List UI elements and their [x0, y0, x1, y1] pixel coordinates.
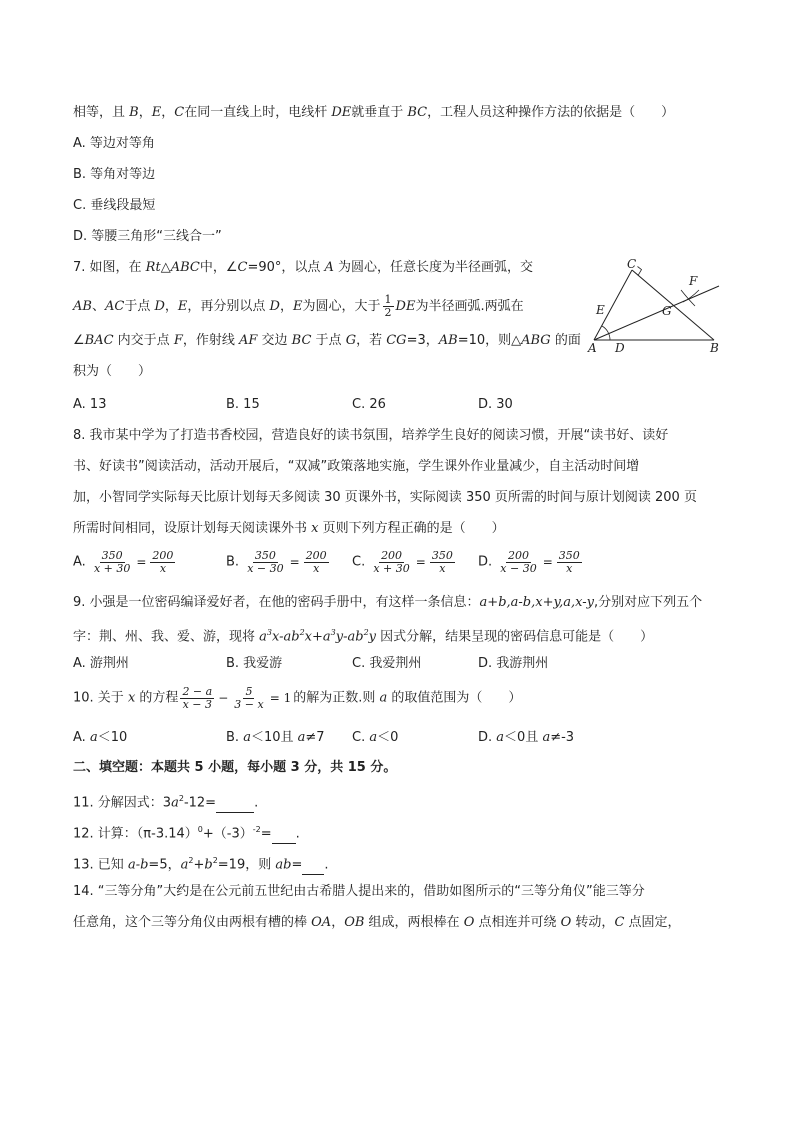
q7-stem-line2: AB、AC于点 D，E，再分别以点 D，E为圆心，大于 $\frac{1}{2}$ DE为半径画弧.两弧在 — [73, 293, 524, 319]
q10-option-a[interactable]: A. a＜10 — [73, 730, 128, 745]
q7-triangle-figure — [585, 258, 730, 354]
q6-option-a[interactable]: A. 等边对等角 — [73, 136, 155, 151]
q6-option-c[interactable]: C. 垂线段最短 — [73, 198, 156, 213]
ray-af — [594, 286, 719, 340]
q13-line: 13. 已知 a-b=5，$a^2+b^2=19$，则 ab= . — [73, 852, 328, 875]
q9-option-c[interactable]: C. 我爱荆州 — [352, 656, 422, 671]
half-fraction: $\frac{1}{2}$ — [384, 293, 392, 319]
q9-stem-line2: 字：荆、州、我、爱、游，现将 $a^3x-ab^2x+a^3y-ab^2y$ 因式分解，结果呈现的密码信息可能是（ ） — [73, 628, 654, 645]
q7-stem-line1: 7. 如图，在 Rt△ABC中，∠C=90°，以点 A 为圆心，任意长度为半径画弧，交 — [73, 260, 534, 275]
q9-stem-line1: 9. 小强是一位密码编译爱好者，在他的密码手册中，有这样一条信息：a+b,a-b,x+y,a,x-y,分别对应下列五个 — [73, 595, 703, 610]
side-bc — [632, 270, 714, 340]
q6-option-b[interactable]: B. 等角对等边 — [73, 167, 156, 182]
label-d: D — [615, 341, 625, 354]
arc-f1 — [681, 290, 695, 306]
q8-option-c[interactable]: C. $\frac{200}{x + 30}$ = $\frac{350}{x}$ — [352, 548, 453, 575]
q11-line: 11. 分解因式：$3a^2-12=$ . — [73, 790, 258, 813]
q8-option-b[interactable]: B. $\frac{350}{x - 30}$ = $\frac{200}{x}$ — [226, 548, 327, 575]
q10-option-b[interactable]: B. a＜10且 a≠7 — [226, 730, 325, 745]
q10-option-d[interactable]: D. a＜0且 a≠-3 — [478, 730, 575, 745]
q7-option-c[interactable]: C. 26 — [352, 397, 386, 412]
arc-de — [602, 326, 610, 340]
q10-fraction-2: $\frac{5}{3 - x}$ — [234, 684, 264, 711]
right-angle-mark — [638, 267, 642, 276]
q9-option-d[interactable]: D. 我游荆州 — [478, 656, 549, 671]
q8-option-d[interactable]: D. $\frac{200}{x - 30}$ = $\frac{350}{x}$ — [478, 548, 580, 575]
q9-option-b[interactable]: B. 我爱游 — [226, 656, 283, 671]
q8-stem-line1: 8. 我市某中学为了打造书香校园，营造良好的读书氛围，培养学生良好的阅读习惯，开展“读书好、读好 — [73, 428, 669, 443]
label-a: A — [588, 341, 597, 354]
q12-line: 12. 计算：$(\pi-3.14)^0+(-3)^{-2}=$ . — [73, 821, 300, 844]
q13-answer-blank[interactable] — [302, 856, 324, 875]
q6-stem-line: 相等，且 B，E，C在同一直线上时，电线杆 DE就垂直于 BC，工程人员这种操作方法的依据是（ ） — [73, 105, 675, 120]
q7-option-b[interactable]: B. 15 — [226, 397, 260, 412]
q8-stem-line3: 加，小智同学实际每天比原计划每天多阅读 30 页课外书，实际阅读 350 页所需的时间与原计划阅读 200 页 — [73, 490, 697, 505]
q7-stem-line3: ∠BAC 内交于点 F，作射线 AF 交边 BC 于点 G，若 CG=3，AB=10，则△ABG 的面 — [73, 333, 581, 348]
q8-option-a[interactable]: A. $\frac{350}{x + 30}$ = $\frac{200}{x}$ — [73, 548, 174, 575]
label-b: B — [710, 341, 719, 354]
q8-stem-line4: 所需时间相同，设原计划每天阅读课外书 x 页则下列方程正确的是（ ） — [73, 521, 505, 536]
q10-fraction-1: $\frac{2 - a}{x - 3}$ — [182, 684, 213, 711]
q6-option-d[interactable]: D. 等腰三角形“三线合一” — [73, 229, 222, 244]
q7-stem-line4: 积为（ ） — [73, 364, 152, 379]
label-g: G — [662, 304, 672, 318]
q9-option-a[interactable]: A. 游荆州 — [73, 656, 129, 671]
label-f: F — [689, 274, 698, 288]
q10-option-c[interactable]: C. a＜0 — [352, 730, 399, 745]
q8-stem-line2: 书、好读书”阅读活动，活动开展后，“双减”政策落地实施，学生课外作业量减少，自主活动时间增 — [73, 459, 640, 474]
q7-option-a[interactable]: A. 13 — [73, 397, 107, 412]
q12-answer-blank[interactable] — [272, 825, 296, 844]
q14-stem-line2: 任意角，这个三等分角仪由两根有槽的棒 OA，OB 组成，两根棒在 O 点相连并可绕 O 转动，C 点固定， — [73, 915, 681, 930]
section-2-heading: 二、填空题：本题共 5 小题，每小题 3 分，共 15 分。 — [73, 760, 397, 775]
q7-option-d[interactable]: D. 30 — [478, 397, 513, 412]
q11-answer-blank[interactable] — [216, 794, 254, 813]
q14-stem-line1: 14. “三等分角”大约是在公元前五世纪由古希腊人提出来的，借助如图所示的“三等分角仪”能三等分 — [73, 884, 645, 899]
label-e: E — [596, 303, 605, 317]
label-c: C — [627, 258, 637, 271]
q10-stem: 10. 关于 x 的方程 $\frac{2 - a}{x - 3}$ − $\frac{5}{3 - x}$ = 1 的解为正数.则 a 的取值范围为（ ） — [73, 684, 522, 711]
